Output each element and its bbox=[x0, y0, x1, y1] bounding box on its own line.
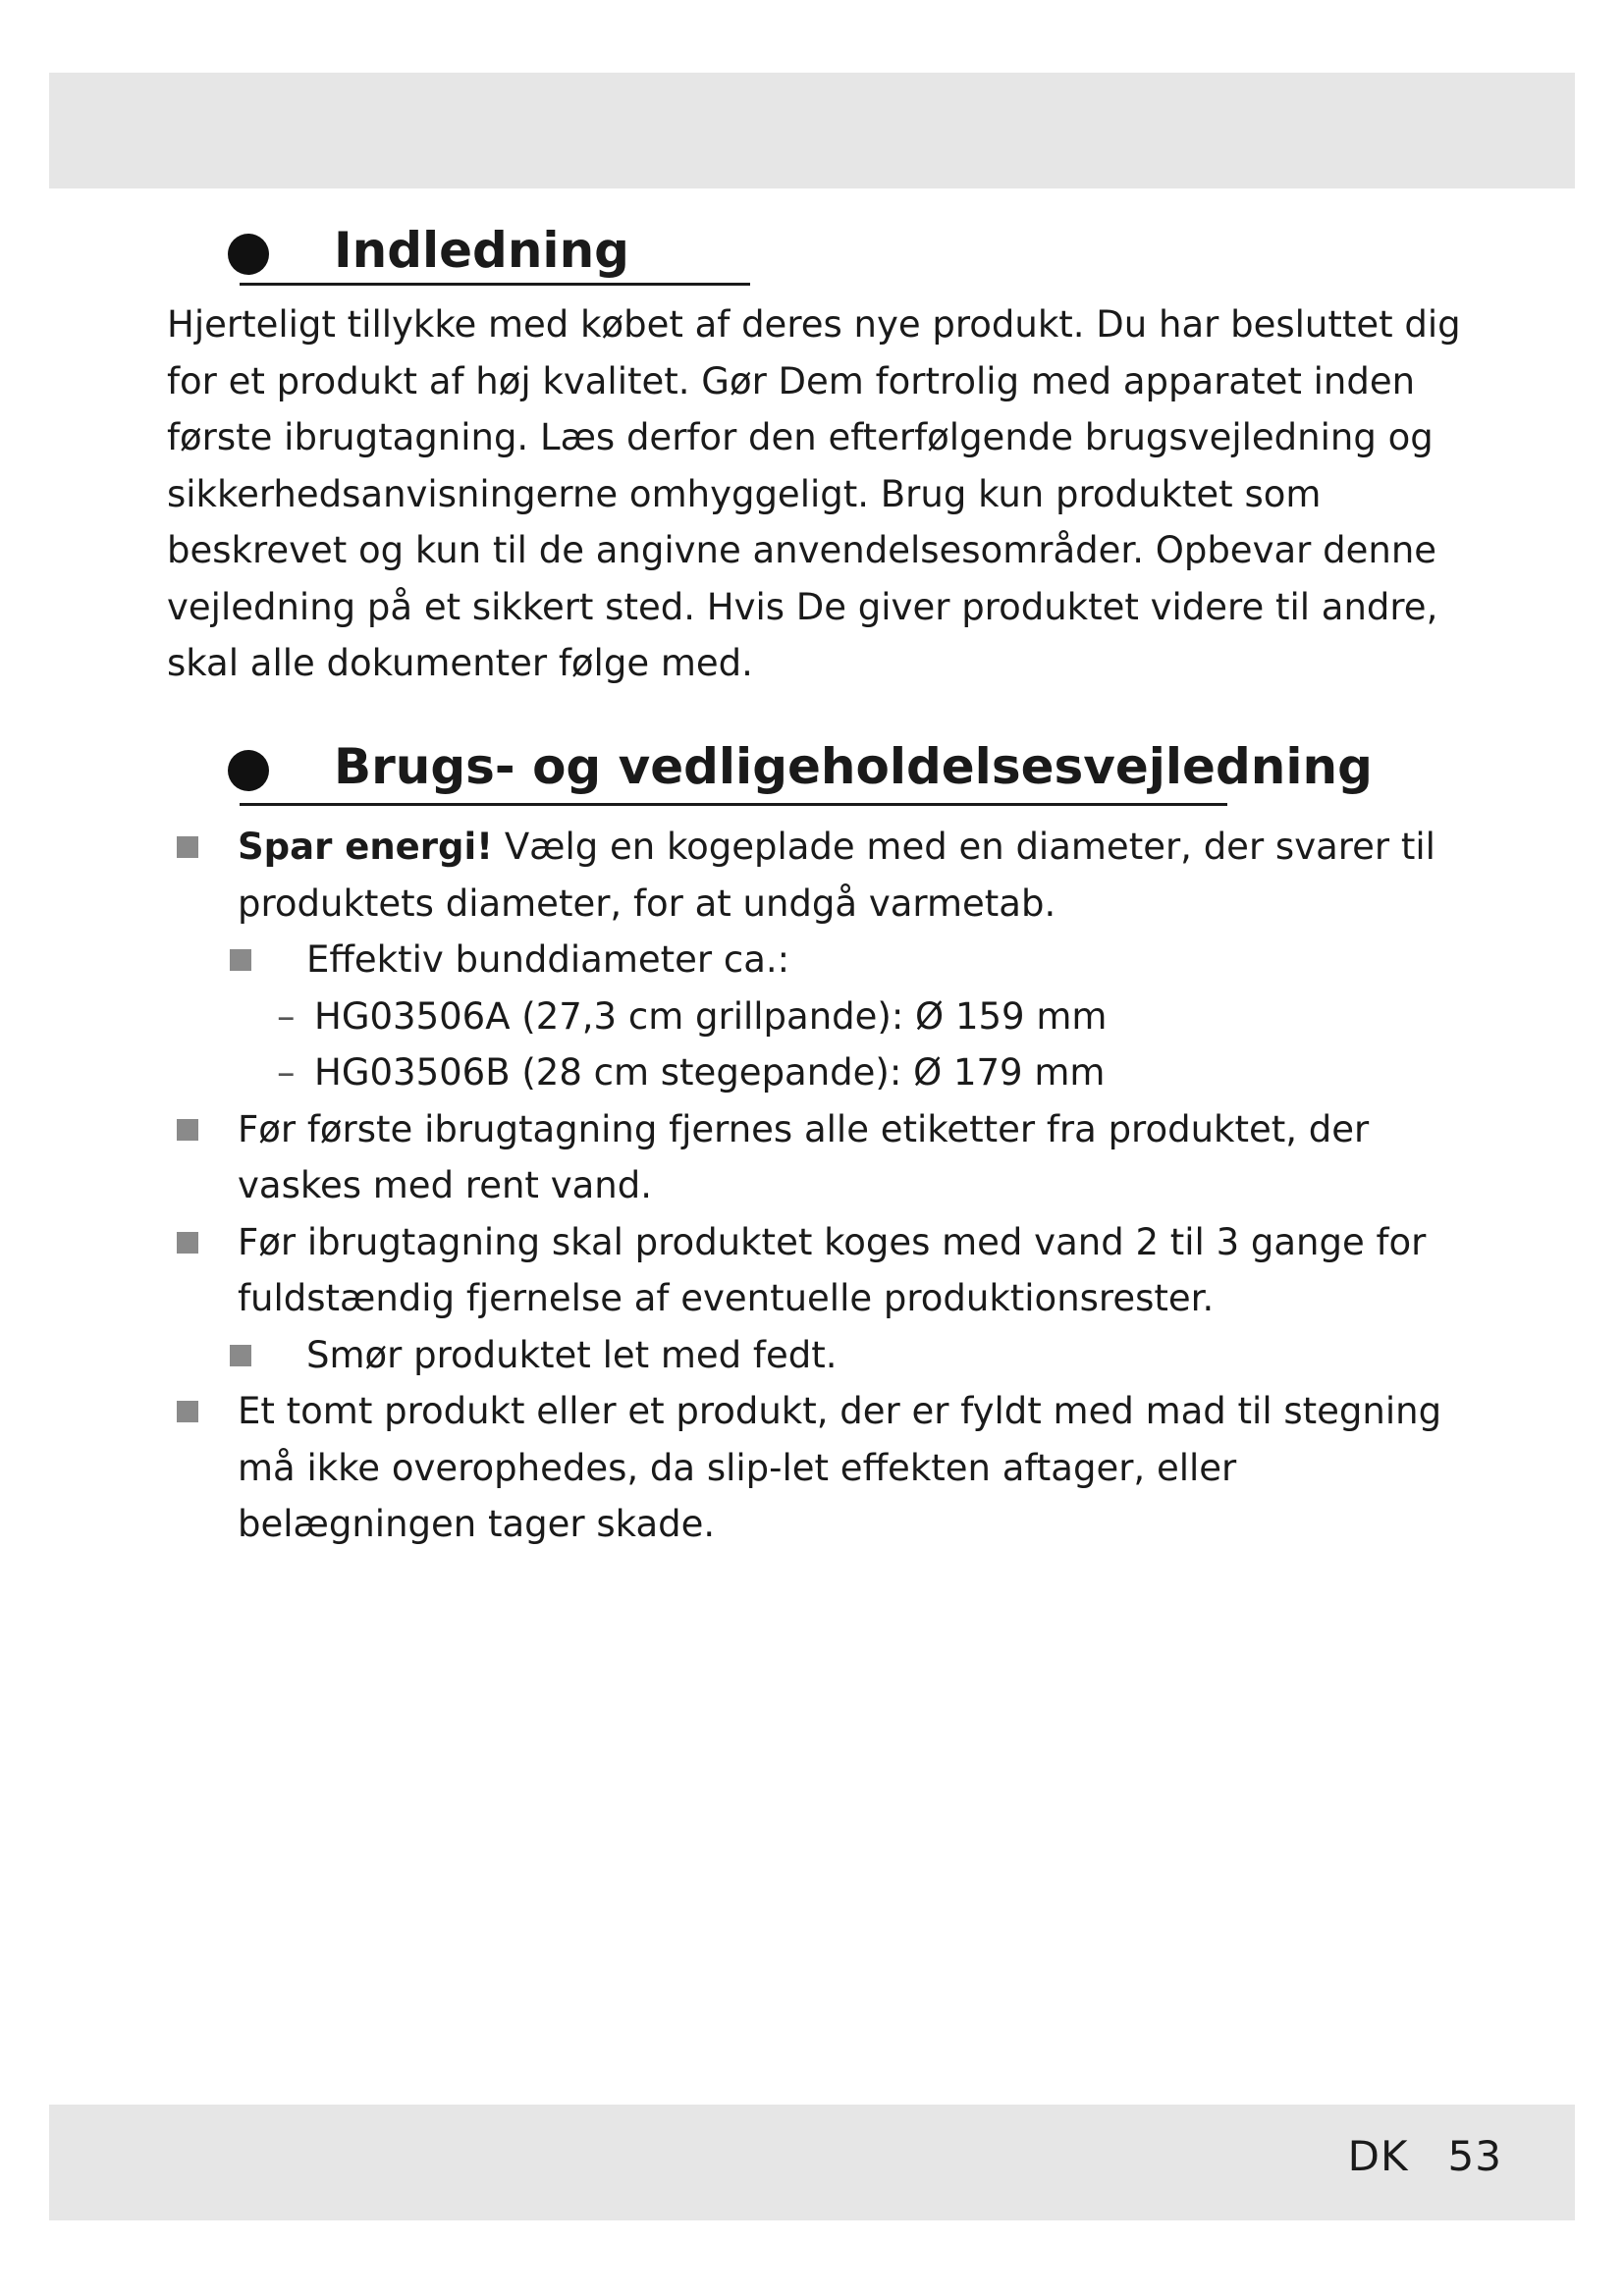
care-heading bbox=[228, 738, 1373, 807]
list-item-text: HG03506A (27,3 cm grillpande): Ø 159 mm bbox=[314, 994, 1108, 1038]
care-heading-text: Brugs- og vedligeholdelsesvejledning bbox=[334, 738, 1373, 795]
square-bullet-icon bbox=[230, 949, 251, 971]
footer-band bbox=[49, 2105, 1575, 2220]
list-item-text: Smør produktet let med fedt. bbox=[306, 1333, 838, 1376]
square-bullet-icon bbox=[177, 1119, 198, 1141]
list-item bbox=[167, 1214, 1463, 1327]
list-item-text: Før første ibrugtagning fjernes alle etiketter fra produktet, der vaskes med rent vand. bbox=[238, 1107, 1370, 1206]
square-bullet-icon bbox=[230, 1345, 251, 1366]
list-item bbox=[167, 1383, 1463, 1553]
list-item-text: HG03506B (28 cm stegepande): Ø 179 mm bbox=[314, 1051, 1106, 1094]
list-item bbox=[167, 932, 1463, 988]
square-bullet-icon bbox=[177, 1401, 198, 1422]
intro-heading-text: Indledning bbox=[334, 222, 629, 279]
intro-paragraph: Hjerteligt tillykke med købet af deres nye produkt. Du har besluttet dig for et produkt af høj kvalitet. Gør Dem fortrolig med apparatet inden første ibrugtagning. Læs derfor den efterfølgende brugsvejledning og sikkerhedsanvisningerne omhyggeligt. Brug kun produktet som beskrevet og kun til de angivne anvendelsesområder. Opbevar denne vejledning på et sikkert sted. Hvis De giver produktet videre til andre, skal alle dokumenter følge med. bbox=[167, 303, 1461, 684]
care-list bbox=[167, 819, 1463, 1553]
heading-underline bbox=[240, 803, 1227, 806]
heading-bullet-icon bbox=[228, 234, 269, 275]
list-item bbox=[167, 819, 1463, 932]
page-footer bbox=[1348, 2132, 1502, 2180]
list-item bbox=[167, 1101, 1463, 1214]
list-item-text: Før ibrugtagning skal produktet koges med vand 2 til 3 gange for fuldstændig fjernelse af eventuelle produktionsrester. bbox=[238, 1220, 1427, 1319]
header-band bbox=[49, 73, 1575, 188]
list-item-text: Effektiv bunddiameter ca.: bbox=[306, 938, 790, 981]
footer-language: DK bbox=[1347, 2132, 1409, 2180]
list-item-emphasis: Spar energi! bbox=[238, 826, 494, 868]
list-item bbox=[167, 1044, 1463, 1101]
list-item-text: Et tomt produkt eller et produkt, der er fyldt med mad til stegning må ikke overophedes, da slip-let effekten aftager, eller belægningen tager skade. bbox=[238, 1390, 1442, 1545]
list-item bbox=[167, 988, 1463, 1045]
heading-bullet-icon bbox=[228, 750, 269, 791]
dash-bullet-icon: – bbox=[277, 994, 296, 1038]
square-bullet-icon bbox=[177, 836, 198, 858]
square-bullet-icon bbox=[177, 1232, 198, 1254]
page-number: 53 bbox=[1447, 2132, 1502, 2180]
dash-bullet-icon: – bbox=[277, 1051, 296, 1094]
list-item-text: Vælg en kogeplade med en diameter, der svarer til produktets diameter, for at undgå varmetab. bbox=[238, 826, 1435, 925]
list-item bbox=[167, 1327, 1463, 1384]
intro-heading bbox=[228, 222, 640, 291]
heading-underline bbox=[240, 283, 750, 286]
